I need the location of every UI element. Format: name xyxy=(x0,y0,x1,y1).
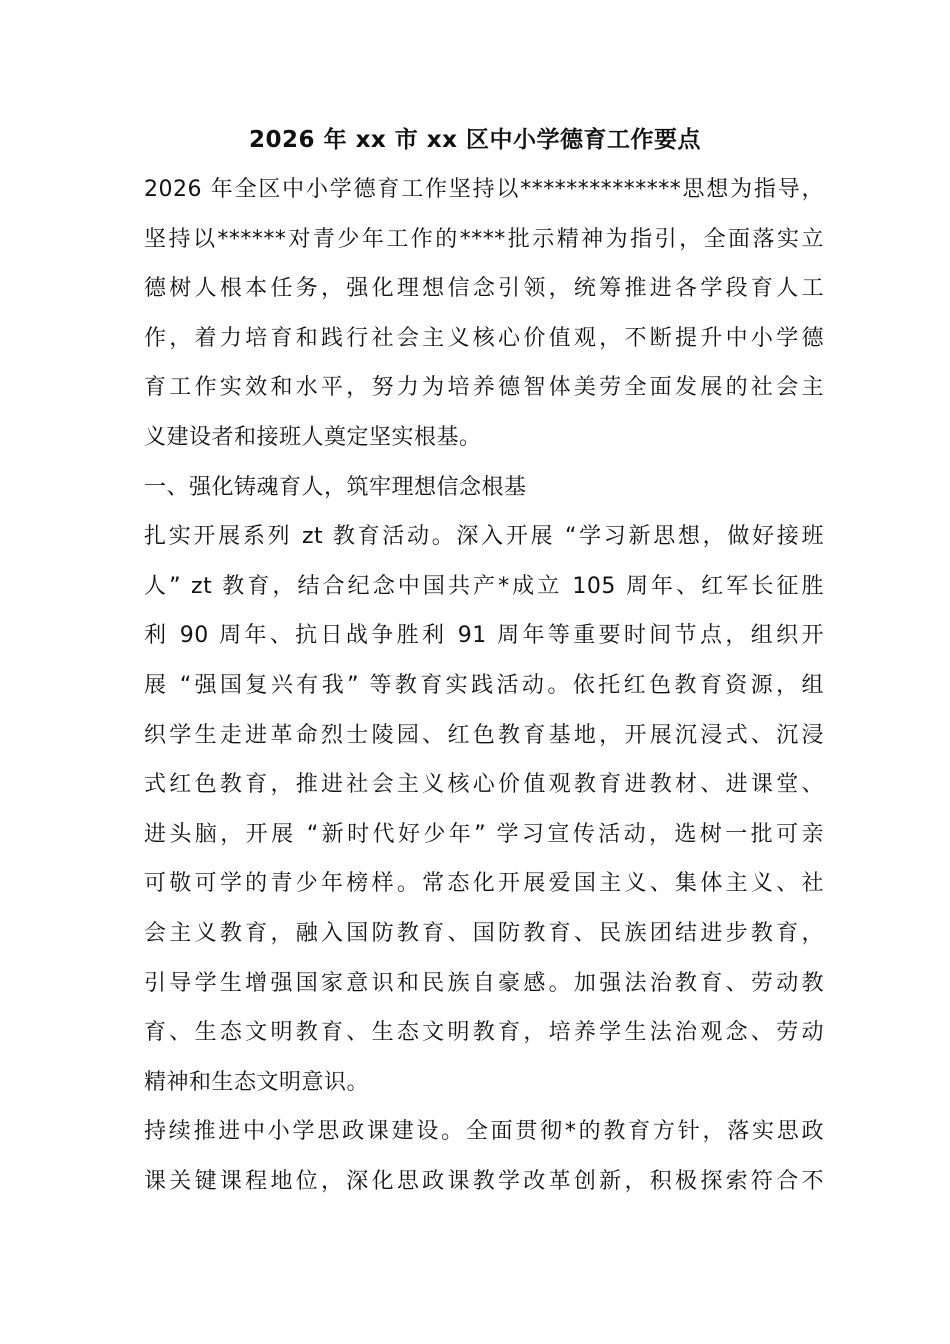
body-line: 一、强化铸魂育人，筑牢理想信念根基 xyxy=(144,474,527,500)
body-line: 人” zt 教育，结合纪念中国共产*成立 105 周年、红军长征胜 xyxy=(144,573,824,599)
body-line: 展 “强国复兴有我” 等教育实践活动。依托红色教育资源，组 xyxy=(144,673,824,698)
body-line: 进头脑，开展 “新时代好少年” 学习宣传活动，选树一批可亲 xyxy=(144,821,824,847)
body-line: 义建设者和接班人奠定坚实根基。 xyxy=(144,425,482,450)
document-title: 2026 年 xx 市 xx 区中小学德育工作要点 xyxy=(249,127,701,153)
body-line: 引导学生增强国家意识和民族自豪感。加强法治教育、劳动教 xyxy=(144,970,824,996)
body-line: 扎实开展系列 zt 教育活动。深入开展 “学习新思想，做好接班 xyxy=(144,524,824,550)
body-line: 育工作实效和水平，努力为培养德智体美劳全面发展的社会主 xyxy=(144,375,824,401)
body-line: 作，着力培育和践行社会主义核心价值观，不断提升中小学德 xyxy=(144,325,824,351)
body-line: 精神和生态文明意识。 xyxy=(144,1069,370,1095)
body-line: 育、生态文明教育、生态文明教育，培养学生法治观念、劳动 xyxy=(144,1020,824,1046)
body-line: 利 90 周年、抗日战争胜利 91 周年等重要时间节点，组织开 xyxy=(144,623,824,649)
body-line: 坚持以******对青少年工作的****批示精神为指引，全面落实立 xyxy=(144,226,824,252)
body-line: 德树人根本任务，强化理想信念引领，统筹推进各学段育人工 xyxy=(144,276,824,302)
body-line: 课关键课程地位，深化思政课教学改革创新，积极探索符合不 xyxy=(144,1169,824,1194)
body-line: 织学生走进革命烈士陵园、红色教育基地，开展沉浸式、沉浸 xyxy=(144,722,824,748)
body-line: 式红色教育，推进社会主义核心价值观教育进教材、进课堂、 xyxy=(144,772,824,798)
body-line: 2026 年全区中小学德育工作坚持以**************思想为指导， xyxy=(144,177,824,202)
body-line: 可敬可学的青少年榜样。常态化开展爱国主义、集体主义、社 xyxy=(144,871,824,897)
body-line: 会主义教育，融入国防教育、国防教育、民族团结进步教育， xyxy=(144,921,824,946)
body-line: 持续推进中小学思政课建设。全面贯彻*的教育方针，落实思政 xyxy=(144,1119,824,1145)
